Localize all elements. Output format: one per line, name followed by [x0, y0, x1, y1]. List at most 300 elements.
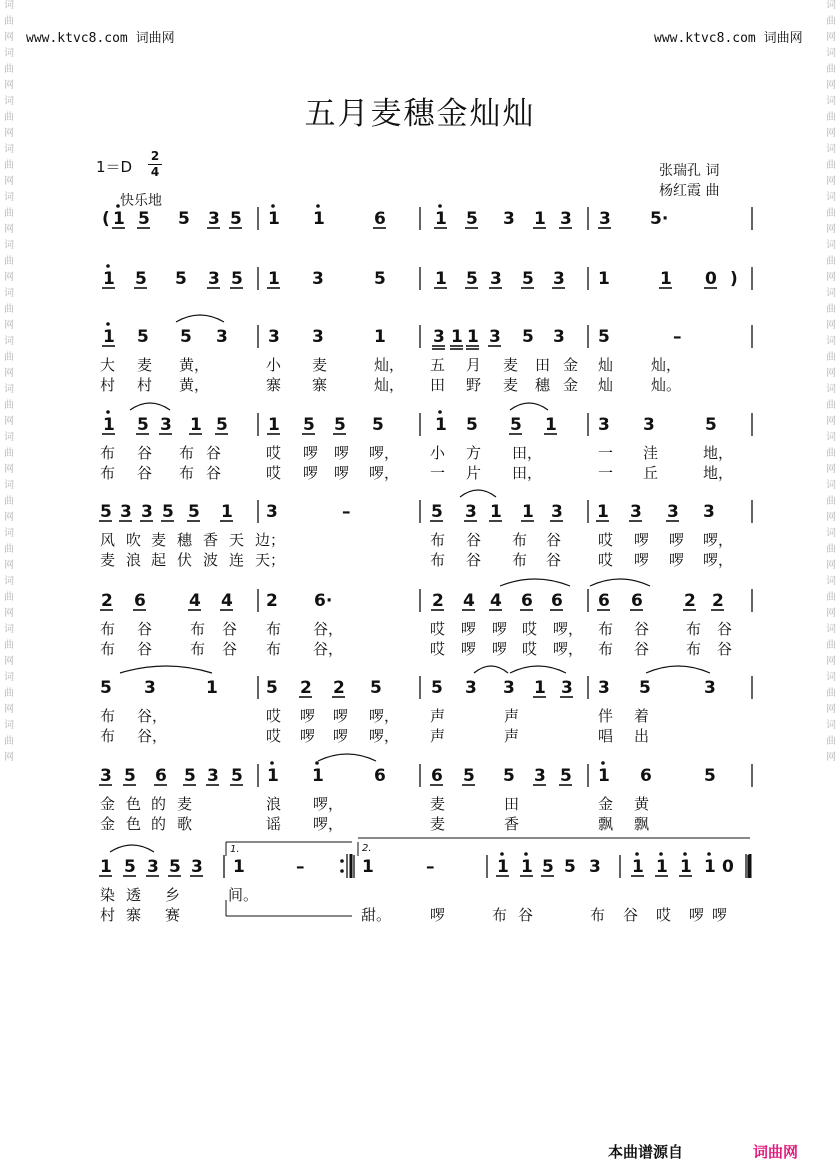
- watermark-char: 网: [826, 224, 836, 235]
- lyric-char: 村: [137, 376, 153, 394]
- note: 1: [497, 857, 509, 877]
- note: 5: [466, 269, 478, 289]
- note: 3: [703, 502, 715, 522]
- note: 5: [137, 327, 149, 347]
- watermark-char: 词: [826, 48, 836, 59]
- lyric-char: 谷: [634, 620, 650, 638]
- lyric-char: 一: [598, 444, 614, 462]
- lyric-char: 布: [492, 906, 508, 924]
- note: 5: [503, 766, 515, 786]
- lyric-char: 啰: [634, 531, 650, 549]
- watermark-char: 曲: [4, 208, 14, 219]
- watermark-char: 曲: [826, 112, 836, 123]
- watermark-char: 曲: [4, 688, 14, 699]
- note: 3: [643, 415, 655, 435]
- lyric-char: 一: [598, 464, 614, 482]
- watermark-char: 曲: [4, 64, 14, 75]
- lyric-char: 啰: [492, 620, 508, 638]
- lyric-char: 哎: [522, 620, 538, 638]
- note: 1: [704, 857, 716, 877]
- slur: [590, 579, 650, 586]
- lyric-char: 声: [430, 727, 446, 745]
- lyric-char: 啰，: [703, 551, 734, 569]
- note: 5: [334, 415, 346, 435]
- note: 3: [208, 209, 220, 229]
- note: 6: [155, 766, 167, 786]
- note: 3: [160, 415, 172, 435]
- watermark-char: 曲: [826, 304, 836, 315]
- note: 1: [467, 327, 479, 347]
- note: 6: [431, 766, 443, 786]
- watermark-char: 曲: [4, 16, 14, 27]
- note: 5: [564, 857, 576, 877]
- lyric-char: 布: [590, 906, 606, 924]
- lyric-char: 布: [686, 640, 702, 658]
- lyric-char: 布: [100, 620, 116, 638]
- note: 3: [465, 678, 477, 698]
- lyric-char: 布: [512, 551, 528, 569]
- note: 3: [503, 209, 515, 229]
- watermark-char: 曲: [826, 448, 836, 459]
- lyric-char: 谷，: [137, 707, 168, 725]
- note: 6: [521, 591, 533, 611]
- note: 5: [522, 269, 534, 289]
- note: 3: [191, 857, 203, 877]
- lyric-char: 啰: [300, 727, 316, 745]
- lyric-char: 寨: [266, 376, 282, 394]
- note: 1: [534, 678, 546, 698]
- lyric-char: 布: [266, 620, 282, 638]
- lyric-char: 啰，: [369, 444, 400, 462]
- high-octave-dot: [116, 204, 120, 208]
- lyric-char: 月: [466, 356, 482, 374]
- lyric-char: 啰，: [553, 620, 584, 638]
- footer-brand-link[interactable]: 词曲网: [753, 1143, 799, 1161]
- note: 5: [216, 415, 228, 435]
- lyric-char: 村: [100, 906, 116, 924]
- note: 0: [705, 269, 717, 289]
- note: 6: [374, 766, 386, 786]
- watermark-char: 网: [4, 656, 14, 667]
- note: ): [730, 269, 738, 289]
- lyric-char: 啰: [333, 727, 349, 745]
- note: 1: [190, 415, 202, 435]
- lyric-char: 甜。: [361, 906, 392, 924]
- lyric-char: 谷: [206, 444, 222, 462]
- lyric-char: 布: [100, 707, 116, 725]
- note: 6: [374, 209, 386, 229]
- note: 1: [100, 857, 112, 877]
- note: 1: [268, 209, 280, 229]
- watermark-char: 曲: [4, 400, 14, 411]
- note: 1: [521, 857, 533, 877]
- watermark-char: 词: [826, 432, 836, 443]
- watermark-char: 词: [4, 384, 14, 395]
- watermark-char: 曲: [826, 352, 836, 363]
- lyric-char: 啰: [669, 531, 685, 549]
- watermark-char: 词: [826, 144, 836, 155]
- watermark-char: 网: [826, 320, 836, 331]
- watermark-char: 网: [4, 464, 14, 475]
- watermark-char: 网: [4, 32, 14, 43]
- note: 1: [362, 857, 374, 877]
- site-name-text: 词曲网: [763, 31, 803, 46]
- watermark-char: 词: [826, 192, 836, 203]
- lyric-char: 谷: [137, 444, 153, 462]
- lyric-char: 谷: [137, 464, 153, 482]
- watermark-char: 词: [4, 528, 14, 539]
- lyric-char: 麦: [177, 795, 193, 813]
- slur: [460, 490, 496, 497]
- lyric-char: 布: [190, 640, 206, 658]
- note: 5: [431, 678, 443, 698]
- watermark-char: 网: [4, 704, 14, 715]
- note: 6: [631, 591, 643, 611]
- note: 4: [221, 591, 233, 611]
- note: 1: [660, 269, 672, 289]
- note: 1: [545, 415, 557, 435]
- note: 1: [221, 502, 233, 522]
- note: 3: [534, 766, 546, 786]
- note: 5: [510, 415, 522, 435]
- note: 5: [303, 415, 315, 435]
- lyric-char: 谷: [546, 551, 562, 569]
- lyric-char: 谷: [222, 640, 238, 658]
- watermark-char: 网: [4, 608, 14, 619]
- note: 6·: [314, 591, 333, 611]
- watermark-char: 词: [4, 240, 14, 251]
- note: 3: [553, 327, 565, 347]
- lyric-char: 灿: [598, 356, 614, 374]
- watermark-char: 曲: [826, 592, 836, 603]
- time-signature-top: 2: [150, 149, 160, 163]
- slur: [500, 579, 570, 586]
- watermark-char: 网: [826, 464, 836, 475]
- lyric-char: 歌: [177, 815, 193, 833]
- watermark-char: 网: [826, 80, 836, 91]
- watermark-char: 词: [826, 624, 836, 635]
- lyric-char: 田，: [512, 444, 543, 462]
- watermark-char: 网: [4, 416, 14, 427]
- lyric-char: 波: [203, 551, 219, 569]
- note: 5: [542, 857, 554, 877]
- lyric-char: 香: [203, 531, 219, 549]
- high-octave-dot: [106, 322, 110, 326]
- watermark-char: 词: [826, 384, 836, 395]
- note: 1: [451, 327, 463, 347]
- note: 5: [138, 209, 150, 229]
- watermark-char: 曲: [4, 640, 14, 651]
- note: 1: [534, 209, 546, 229]
- note: 1: [435, 209, 447, 229]
- lyric-char: 片: [466, 464, 482, 482]
- note: 5: [231, 766, 243, 786]
- watermark-char: 网: [826, 416, 836, 427]
- lyric-char: 地，: [703, 444, 734, 462]
- lyric-char: 起: [151, 551, 167, 569]
- note: 2: [432, 591, 444, 611]
- note: 2: [300, 678, 312, 698]
- lyric-char: 谷，: [313, 640, 344, 658]
- note: 3: [312, 327, 324, 347]
- watermark-char: 词: [826, 0, 836, 11]
- note: 3: [630, 502, 642, 522]
- lyric-char: 谷: [206, 464, 222, 482]
- lyric-char: 香: [504, 815, 520, 833]
- slur: [130, 403, 170, 410]
- lyric-char: 着: [634, 707, 650, 725]
- watermark-char: 词: [4, 96, 14, 107]
- note: 1: [598, 766, 610, 786]
- note: 4: [463, 591, 475, 611]
- slur: [510, 666, 566, 673]
- note: 5: [466, 209, 478, 229]
- note: 5: [180, 327, 192, 347]
- lyric-char: 啰: [712, 906, 728, 924]
- watermark-char: 曲: [4, 496, 14, 507]
- high-octave-dot: [500, 852, 504, 856]
- slur: [510, 403, 548, 410]
- note: 1: [233, 857, 245, 877]
- lyric-char: 麦: [503, 356, 519, 374]
- note: 1: [103, 327, 115, 347]
- high-octave-dot: [524, 852, 528, 856]
- lyric-char: 声: [504, 727, 520, 745]
- lyric-char: 啰: [303, 444, 319, 462]
- watermark-char: 曲: [826, 544, 836, 555]
- watermark-char: 曲: [4, 448, 14, 459]
- note: 5: [162, 502, 174, 522]
- note: 5: [598, 327, 610, 347]
- lyric-char: 灿，: [651, 356, 682, 374]
- lyric-char: 乡: [165, 886, 181, 904]
- watermark-char: 词: [826, 576, 836, 587]
- watermark-char: 词: [826, 96, 836, 107]
- lyric-char: 啰: [492, 640, 508, 658]
- note: 1: [313, 209, 325, 229]
- watermark-char: 网: [826, 32, 836, 43]
- lyric-char: 麦: [312, 356, 328, 374]
- lyric-char: 哎: [598, 531, 614, 549]
- lyric-char: 天；: [255, 551, 286, 569]
- lyric-char: 啰，: [369, 727, 400, 745]
- note: 1: [490, 502, 502, 522]
- slur: [646, 666, 710, 673]
- lyric-char: 布: [598, 640, 614, 658]
- lyricist-credit: 张瑞孔 词: [659, 163, 720, 179]
- lyric-char: 啰: [430, 906, 446, 924]
- lyric-char: 谷: [222, 620, 238, 638]
- lyric-char: 啰: [634, 551, 650, 569]
- note: 2: [101, 591, 113, 611]
- watermark-char: 曲: [4, 304, 14, 315]
- note: 5: [705, 415, 717, 435]
- lyric-char: 金: [563, 376, 579, 394]
- lyric-char: 田: [504, 795, 520, 813]
- lyric-char: 天: [229, 531, 245, 549]
- note: 3: [490, 269, 502, 289]
- lyric-char: 麦: [100, 551, 116, 569]
- note: 5: [100, 502, 112, 522]
- watermark-char: 网: [4, 512, 14, 523]
- site-url-text: www.ktvc8.com: [26, 31, 128, 46]
- watermark-char: 网: [826, 704, 836, 715]
- note: 5: [463, 766, 475, 786]
- note: 1: [632, 857, 644, 877]
- lyric-char: 声: [430, 707, 446, 725]
- note: 5: [175, 269, 187, 289]
- note: 1: [267, 766, 279, 786]
- watermark-char: 曲: [4, 112, 14, 123]
- note: 1: [206, 678, 218, 698]
- lyric-char: 谷，: [137, 727, 168, 745]
- lyric-char: 飘: [598, 815, 614, 833]
- lyric-char: 谷: [623, 906, 639, 924]
- note: 5·: [650, 209, 669, 229]
- note: 3: [503, 678, 515, 698]
- lyric-char: 哎: [266, 464, 282, 482]
- lyric-char: 布: [190, 620, 206, 638]
- watermark-char: 曲: [826, 16, 836, 27]
- note: 1: [103, 269, 115, 289]
- lyric-char: 灿，: [374, 356, 405, 374]
- lyric-char: 金: [100, 795, 116, 813]
- note: 1: [597, 502, 609, 522]
- high-octave-dot: [659, 852, 663, 856]
- lyric-char: 啰: [300, 707, 316, 725]
- watermark-char: 词: [4, 624, 14, 635]
- lyric-char: 方: [466, 444, 482, 462]
- note: 3: [433, 327, 445, 347]
- watermark-char: 网: [826, 176, 836, 187]
- watermark-char: 词: [826, 720, 836, 731]
- high-octave-dot: [270, 761, 274, 765]
- note: 0: [722, 857, 734, 877]
- lyric-char: 啰: [334, 464, 350, 482]
- lyric-char: 边；: [255, 531, 286, 549]
- note: 5: [178, 209, 190, 229]
- lyric-char: 啰，: [703, 531, 734, 549]
- lyric-char: 哎: [430, 620, 446, 638]
- time-signature-bottom: 4: [150, 165, 160, 179]
- lyric-char: 谷: [137, 620, 153, 638]
- lyric-char: 布: [598, 620, 614, 638]
- watermark-char: 网: [826, 608, 836, 619]
- lyric-char: 色: [126, 795, 142, 813]
- lyric-char: 谷: [137, 640, 153, 658]
- note: 3: [207, 766, 219, 786]
- repeat-dot: [340, 869, 344, 873]
- lyric-char: 布: [686, 620, 702, 638]
- lyric-char: 的: [151, 795, 167, 813]
- note: 3: [147, 857, 159, 877]
- lyric-char: 野: [466, 376, 482, 394]
- watermark-char: 曲: [4, 592, 14, 603]
- note: 3: [266, 502, 278, 522]
- note: 6: [134, 591, 146, 611]
- lyric-char: 浪: [126, 551, 142, 569]
- note: –: [673, 327, 682, 347]
- slur: [318, 754, 376, 761]
- watermark-char: 词: [4, 144, 14, 155]
- note: 3: [553, 269, 565, 289]
- lyric-char: 寨: [312, 376, 328, 394]
- note: 1: [680, 857, 692, 877]
- note: 5: [169, 857, 181, 877]
- lyric-char: 吹: [126, 531, 142, 549]
- lyric-char: 啰: [689, 906, 705, 924]
- watermark-char: 网: [826, 272, 836, 283]
- volta-number-1: 1.: [230, 844, 240, 855]
- note: 3: [489, 327, 501, 347]
- watermark-char: 网: [826, 368, 836, 379]
- watermark-char: 网: [826, 656, 836, 667]
- note: 1: [103, 415, 115, 435]
- watermark-char: 网: [4, 368, 14, 379]
- lyric-char: 黄: [634, 795, 650, 813]
- lyric-char: 穗: [177, 531, 193, 549]
- lyric-char: 啰: [333, 707, 349, 725]
- high-octave-dot: [635, 852, 639, 856]
- watermark-char: 曲: [4, 160, 14, 171]
- note: 5: [374, 269, 386, 289]
- slur: [120, 666, 212, 673]
- watermark-char: 网: [4, 176, 14, 187]
- watermark-char: 网: [4, 128, 14, 139]
- lyric-char: 声: [504, 707, 520, 725]
- lyric-char: 大: [100, 356, 116, 374]
- note: 3: [268, 327, 280, 347]
- lyric-char: 风: [100, 531, 116, 549]
- lyric-char: 灿，: [374, 376, 405, 394]
- footer-source-label: 本曲谱源自: [608, 1143, 684, 1161]
- lyric-char: 啰，: [313, 795, 344, 813]
- lyric-char: 啰，: [553, 640, 584, 658]
- lyric-char: 谷: [466, 551, 482, 569]
- high-octave-dot: [315, 761, 319, 765]
- note: 6: [598, 591, 610, 611]
- watermark-char: 曲: [826, 496, 836, 507]
- site-url-text: www.ktvc8.com: [654, 31, 756, 46]
- watermark-char: 词: [826, 336, 836, 347]
- lyric-char: 啰: [461, 620, 477, 638]
- note: 3: [312, 269, 324, 289]
- note: 4: [189, 591, 201, 611]
- lyric-char: 谷: [518, 906, 534, 924]
- watermark-char: 网: [4, 80, 14, 91]
- note: 5: [135, 269, 147, 289]
- lyric-char: 麦: [503, 376, 519, 394]
- high-octave-dot: [106, 264, 110, 268]
- lyric-char: 啰: [461, 640, 477, 658]
- lyric-char: 麦: [430, 815, 446, 833]
- lyric-char: 间。: [228, 886, 259, 904]
- lyric-char: 五: [430, 356, 446, 374]
- high-octave-dot: [106, 410, 110, 414]
- lyric-char: 布: [179, 464, 195, 482]
- lyric-char: 穗: [535, 376, 551, 394]
- lyric-char: 啰，: [313, 815, 344, 833]
- lyric-char: 金: [598, 795, 614, 813]
- note: 3: [561, 678, 573, 698]
- slur: [176, 315, 224, 322]
- lyric-char: 哎: [656, 906, 672, 924]
- lyric-char: 灿。: [651, 376, 682, 394]
- high-octave-dot: [438, 410, 442, 414]
- note: 5: [124, 857, 136, 877]
- watermark-char: 曲: [4, 352, 14, 363]
- note: 1: [268, 415, 280, 435]
